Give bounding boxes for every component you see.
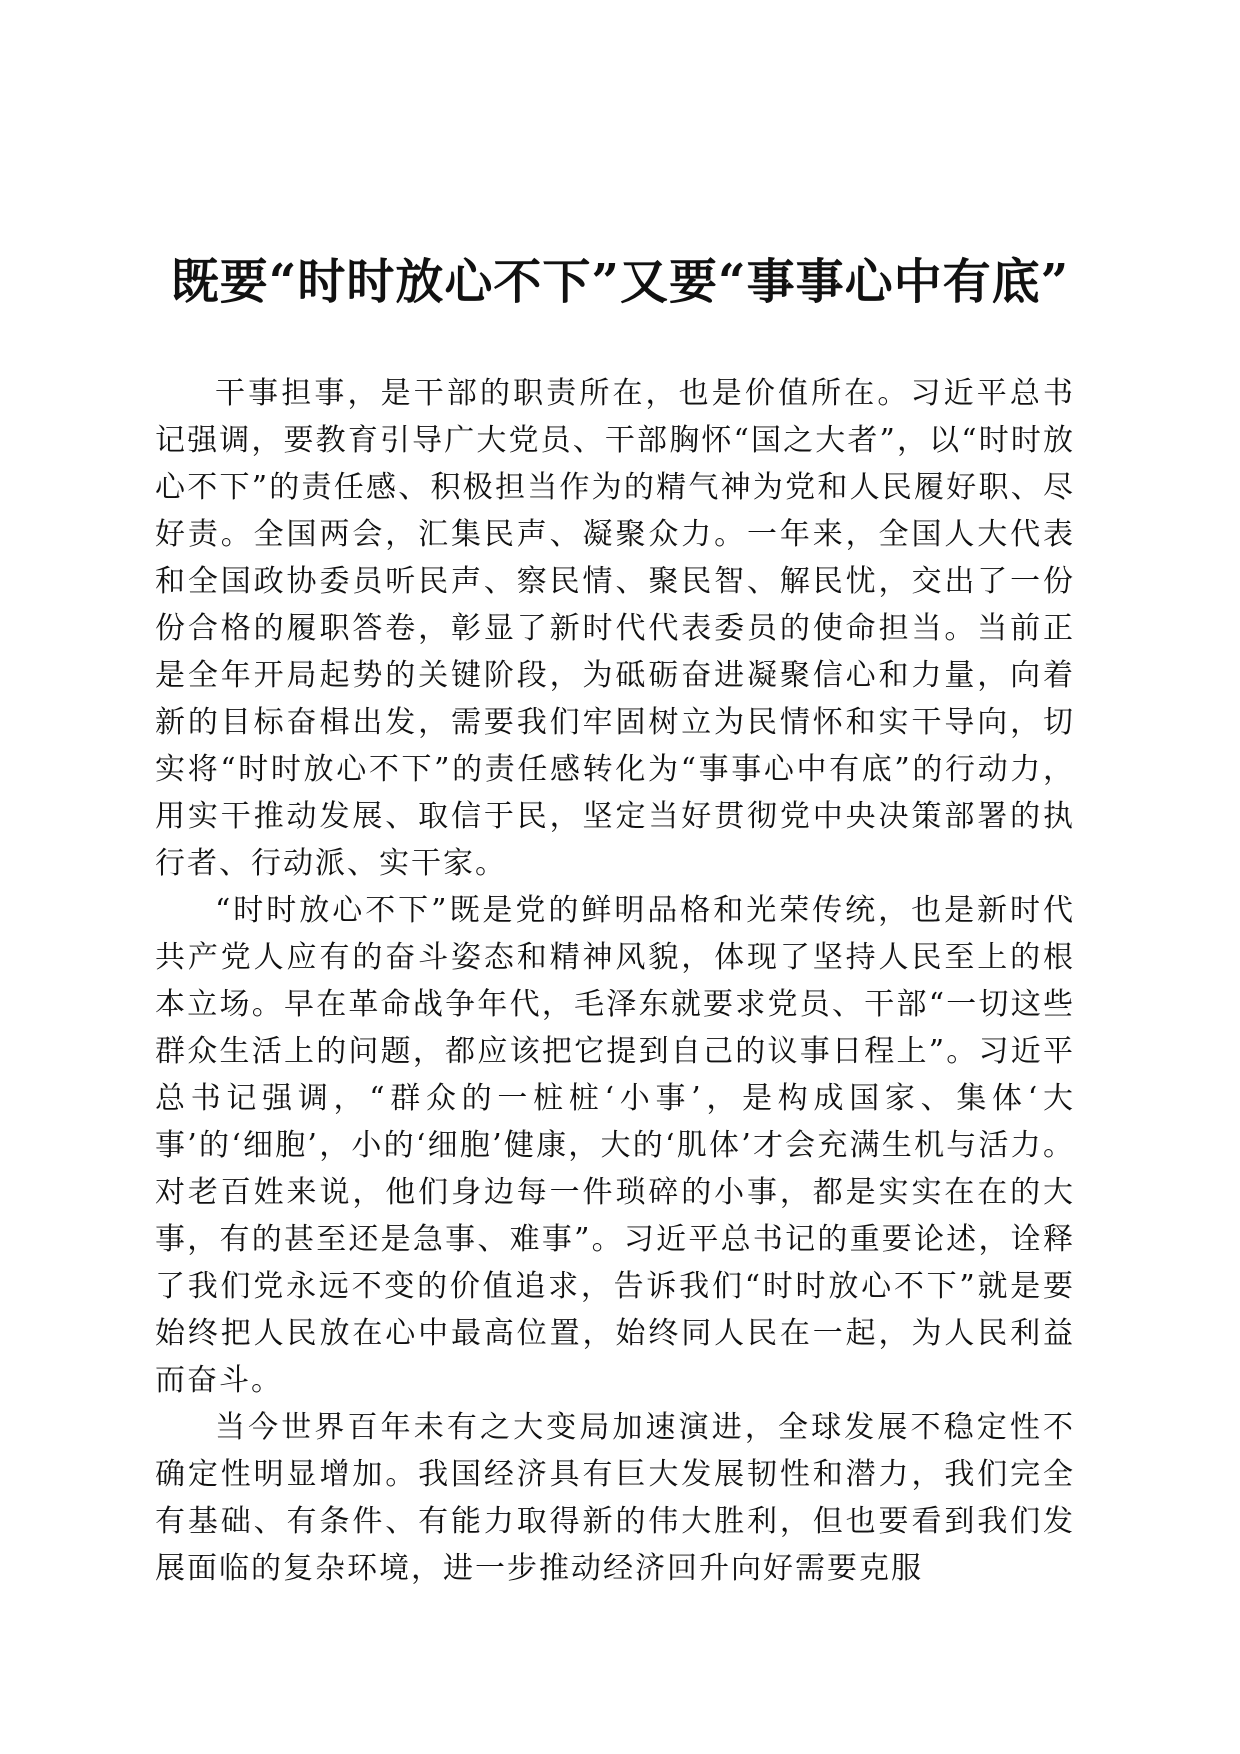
document-title: 既要“时时放心不下”又要“事事心中有底” bbox=[170, 254, 1070, 310]
paragraph: “时时放心不下”既是党的鲜明品格和光荣传统，也是新时代共产党人应有的奋斗姿态和精神风貌，体现了坚持人民至上的根本立场。早在革命战争年代，毛泽东就要求党员、干部“一切这些群众生活上的问题，都应该把它提到自己的议事日程上”。习近平总书记强调，“群众的一桩桩‘小事’，是构成国家、集体‘大事’的‘细胞’，小的‘细胞’健康，大的‘肌体’才会充满生机与活力。对老百姓来说，他们身边每一件琐碎的小事，都是实实在在的大事，有的甚至还是急事、难事”。习近平总书记的重要论述，诠释了我们党永远不变的价值追求，告诉我们“时时放心不下”就是要始终把人民放在心中最高位置，始终同人民在一起，为人民利益而奋斗。 bbox=[155, 893, 1075, 1398]
paragraph: 当今世界百年未有之大变局加速演进，全球发展不稳定性不确定性明显增加。我国经济具有巨大发展韧性和潜力，我们完全有基础、有条件、有能力取得新的伟大胜利，但也要看到我们发展面临的复杂环境，进一步推动经济回升向好需要克服 bbox=[155, 1410, 1075, 1586]
paragraph: 干事担事，是干部的职责所在，也是价值所在。习近平总书记强调，要教育引导广大党员、干部胸怀“国之大者”，以“时时放心不下”的责任感、积极担当作为的精气神为党和人民履好职、尽好责。全国两会，汇集民声、凝聚众力。一年来，全国人大代表和全国政协委员听民声、察民情、聚民智、解民忧，交出了一份份合格的履职答卷，彰显了新时代代表委员的使命担当。当前正是全年开局起势的关键阶段，为砥砺奋进凝聚信心和力量，向着新的目标奋楫出发，需要我们牢固树立为民情怀和实干导向，切实将“时时放心不下”的责任感转化为“事事心中有底”的行动力，用实干推动发展、取信于民，坚定当好贯彻党中央决策部署的执行者、行动派、实干家。 bbox=[155, 376, 1075, 881]
document-body bbox=[155, 370, 1075, 1592]
